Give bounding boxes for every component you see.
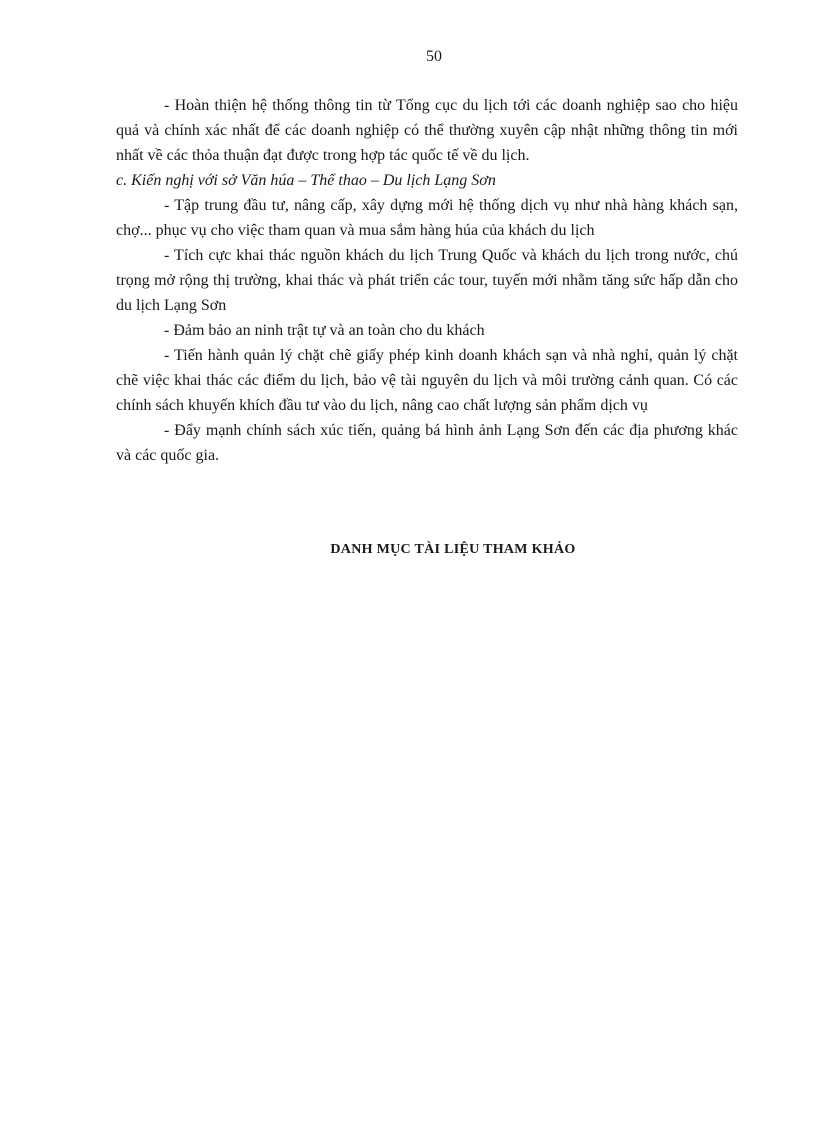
paragraph-tourist-sources: - Tích cực khai thác nguồn khách du lịch Trung Quốc và khách du lịch trong nước, chú trọng mở rộng thị trường, khai thác và phát triển các tour, tuyến mới nhằm tăng sức hấp dẫn cho du lịch Lạng Sơn (116, 247, 738, 314)
paragraph-security: - Đảm bảo an ninh trật tự và an toàn cho du khách (164, 322, 485, 339)
paragraph-management: - Tiến hành quản lý chặt chẽ giấy phép kinh doanh khách sạn và nhà nghỉ, quản lý chặt chẽ việc khai thác các điểm du lịch, bảo vệ tài nguyên du lịch và môi trường cảnh quan. Có các chính sách khuyến khích đầu tư vào du lịch, nâng cao chất lượng sản phẩm dịch vụ (116, 347, 738, 414)
document-body (116, 93, 738, 468)
subheading-recommendations: c. Kiến nghị với sở Văn húa – Thể thao – Du lịch Lạng Sơn (116, 172, 496, 189)
paragraph-information-system: - Hoàn thiện hệ thống thông tin từ Tổng cục du lịch tới các doanh nghiệp sao cho hiệu quả và chính xác nhất để các doanh nghiệp có thể thường xuyên cập nhật những thông tin mới nhất về các thỏa thuận đạt được trong hợp tác quốc tế về du lịch. (116, 97, 738, 164)
paragraph-promotion: - Đẩy mạnh chính sách xúc tiến, quảng bá hình ảnh Lạng Sơn đến các địa phương khác và các quốc gia. (116, 422, 738, 464)
paragraph-investment: - Tập trung đầu tư, nâng cấp, xây dựng mới hệ thống dịch vụ như nhà hàng khách sạn, chợ... phục vụ cho việc tham quan và mua sắm hàng húa của khách du lịch (116, 197, 738, 239)
page-number: 50 (426, 48, 442, 65)
references-heading: DANH MỤC TÀI LIỆU THAM KHẢO (330, 542, 576, 557)
